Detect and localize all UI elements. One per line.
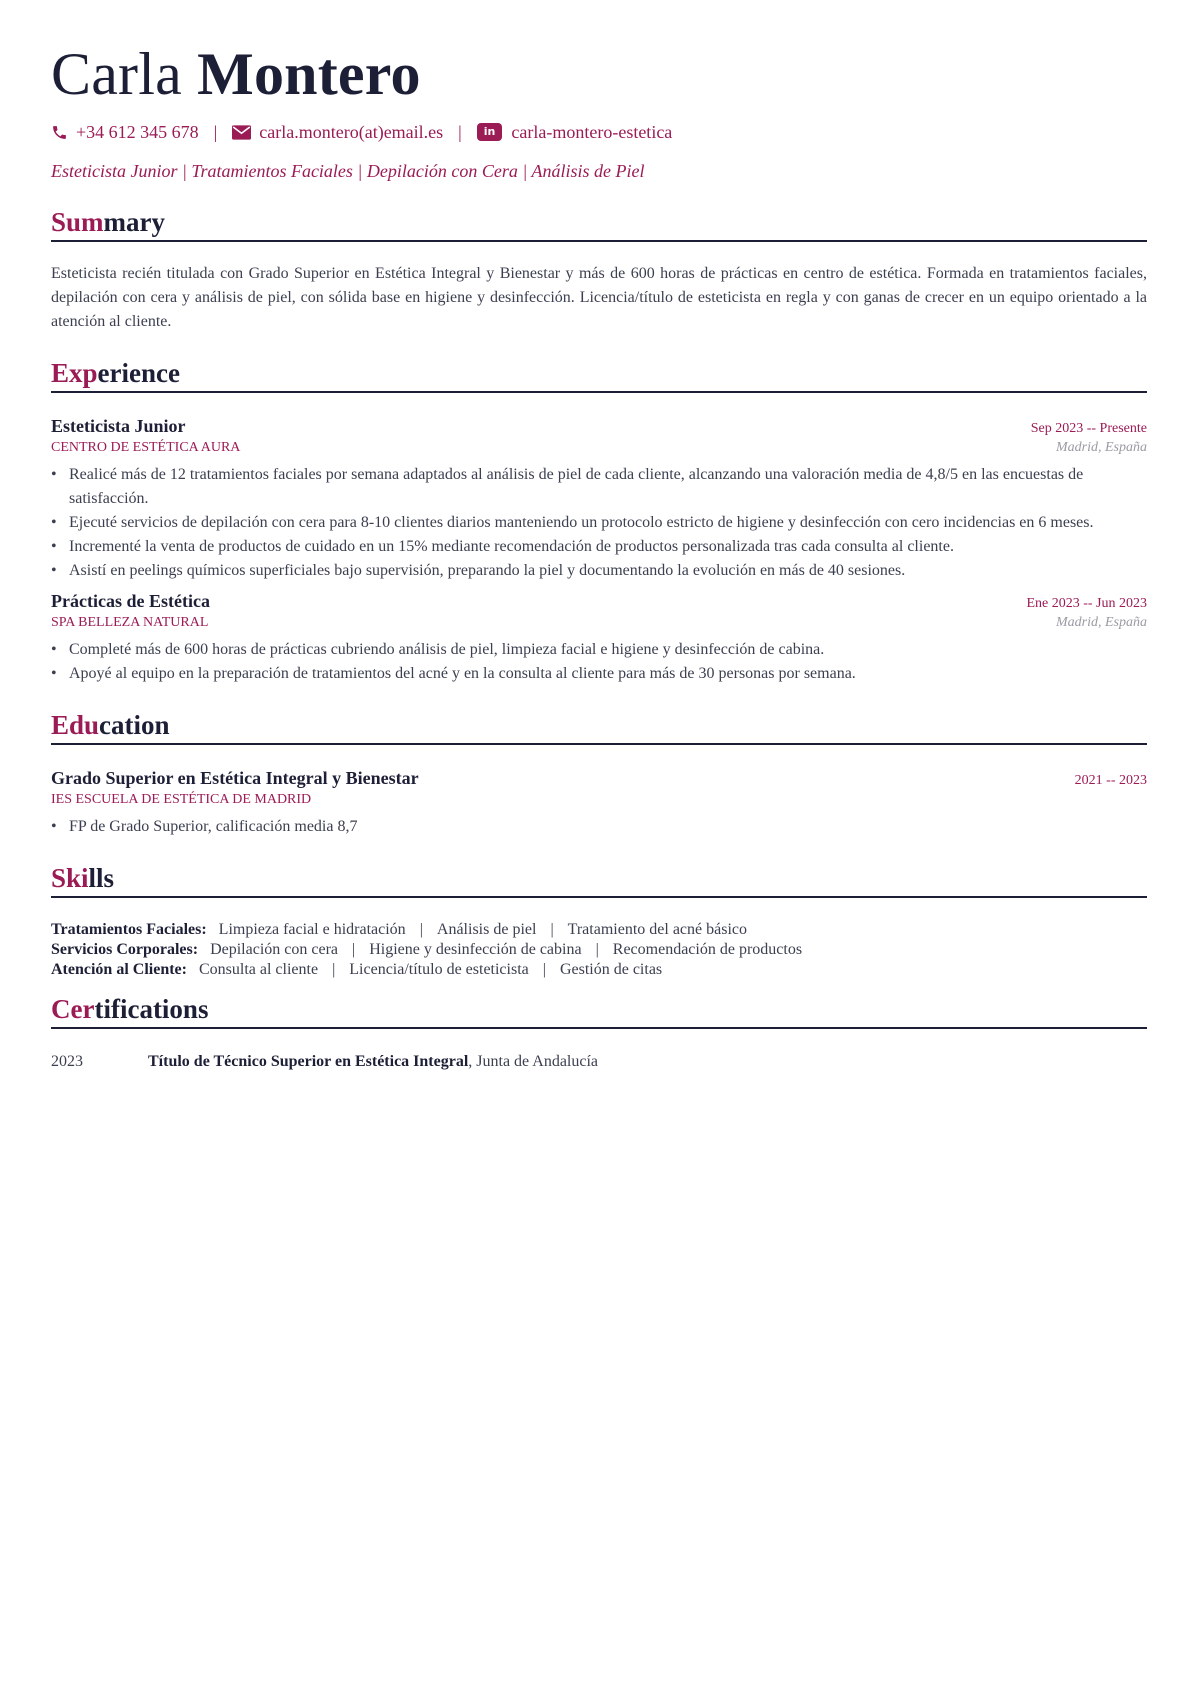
skill-item: Depilación con cera: [210, 941, 339, 958]
certification-title: Título de Técnico Superior en Estética Integral: [148, 1053, 469, 1070]
phone-number: +34 612 345 678: [76, 121, 199, 142]
contact-phone[interactable]: [51, 122, 199, 143]
section-title: Summary: [51, 205, 1147, 242]
bullet-item: • Ejecuté servicios de depilación con cera para 8-10 clientes diarios manteniendo un protocolo estricto de higiene y desinfección con cero incidencias en 6 meses.: [51, 511, 1147, 535]
education-entry: [51, 766, 1147, 839]
job-location: Madrid, España: [1056, 615, 1147, 630]
job-location: Madrid, España: [1056, 440, 1147, 455]
bullet-item: • Asistí en peelings químicos superficiales bajo supervisión, preparando la piel y documentando la evolución en más de 40 sesiones.: [51, 559, 1147, 583]
skill-row: [51, 960, 1147, 980]
skill-row: [51, 940, 1147, 960]
employer: SPA BELLEZA NATURAL: [51, 615, 209, 630]
education-dates: 2021 -- 2023: [1074, 773, 1147, 788]
summary-text: Esteticista recién titulada con Grado Superior en Estética Integral y Bienestar y más de 600 horas de prácticas en centro de estética. Formada en tratamientos faciales, depilación con cera y análisis de piel, con sólida base en higiene y desinfección. Licencia/título de esteticista en regla y con ganas de crecer en un equipo orientado a la atención al cliente.: [51, 265, 1147, 330]
skill-item: Recomendación de productos: [612, 941, 803, 958]
skill-category: Servicios Corporales:: [51, 941, 199, 958]
skill-row: [51, 920, 1147, 940]
last-name: Montero: [197, 41, 421, 107]
skill-item: Higiene y desinfección de cabina: [369, 941, 582, 958]
linkedin-handle: carla-montero-estetica: [511, 121, 673, 142]
certification-entry: [51, 1051, 1147, 1073]
bullet-list: [51, 638, 1147, 686]
contact-email[interactable]: [232, 122, 443, 143]
skill-category: Atención al Cliente:: [51, 961, 187, 978]
mail-icon: [232, 125, 251, 140]
education-section: [51, 708, 1147, 839]
contact-linkedin[interactable]: [477, 122, 673, 143]
bullet-list: [51, 463, 1147, 583]
skill-separator: |: [550, 921, 554, 938]
section-title: Education: [51, 708, 1147, 745]
candidate-name: [51, 38, 1147, 110]
bullet-item: • Incrementé la venta de productos de cuidado en un 15% mediante recomendación de productos personalizada tras cada consulta al cliente.: [51, 535, 1147, 559]
skill-separator: |: [542, 961, 546, 978]
bullet-item: • Realicé más de 12 tratamientos faciales por semana adaptados al análisis de piel de cada cliente, alcanzando una valoración media de 4,8/5 en las encuestas de satisfacción.: [51, 463, 1147, 511]
job-title: Esteticista Junior: [51, 416, 186, 436]
linkedin-icon: in: [477, 123, 503, 141]
skill-item: Consulta al cliente: [198, 961, 319, 978]
resume-page: [51, 0, 1147, 1073]
degree-title: Grado Superior en Estética Integral y Bienestar: [51, 768, 419, 788]
certification-year: 2023: [51, 1053, 83, 1070]
skill-item: Limpieza facial e hidratación: [218, 921, 406, 938]
skill-item: Análisis de piel: [436, 921, 537, 938]
tagline: Esteticista Junior | Tratamientos Faciales | Depilación con Cera | Análisis de Piel: [51, 161, 645, 181]
skill-separator: |: [332, 961, 336, 978]
certification-issuer: , Junta de Andalucía: [468, 1053, 599, 1070]
phone-icon: [51, 124, 68, 141]
job-dates: Ene 2023 -- Jun 2023: [1026, 596, 1147, 611]
job-title: Prácticas de Estética: [51, 591, 210, 611]
skill-category: Tratamientos Faciales:: [51, 921, 207, 938]
bullet-item: • FP de Grado Superior, calificación media 8,7: [51, 815, 1147, 839]
contact-separator: |: [458, 121, 462, 142]
skills-list: [51, 920, 1147, 980]
email-address: carla.montero(at)email.es: [259, 121, 444, 142]
skill-separator: |: [352, 941, 356, 958]
experience-section: [51, 356, 1147, 686]
skill-separator: |: [419, 921, 423, 938]
experience-entry: [51, 589, 1147, 686]
section-title: Skills: [51, 861, 1147, 898]
school-name: IES ESCUELA DE ESTÉTICA DE MADRID: [51, 792, 312, 807]
section-title: Certifications: [51, 992, 1147, 1029]
certifications-section: [51, 992, 1147, 1073]
summary-section: [51, 205, 1147, 334]
first-name: Carla: [51, 41, 182, 107]
skill-item: Tratamiento del acné básico: [567, 921, 747, 938]
experience-entry: [51, 414, 1147, 583]
bullet-list: [51, 815, 1147, 839]
skill-item: Licencia/título de esteticista: [349, 961, 529, 978]
job-dates: Sep 2023 -- Presente: [1030, 421, 1147, 436]
skills-section: [51, 861, 1147, 980]
bullet-item: • Completé más de 600 horas de prácticas cubriendo análisis de piel, limpieza facial e higiene y desinfección de cabina.: [51, 638, 1147, 662]
employer: CENTRO DE ESTÉTICA AURA: [51, 440, 241, 455]
contact-separator: |: [213, 121, 218, 142]
bullet-item: • Apoyé al equipo en la preparación de tratamientos del acné y en la consulta al cliente para más de 30 personas por semana.: [51, 662, 1147, 686]
contact-bar: [51, 118, 1147, 146]
skill-item: Gestión de citas: [559, 961, 663, 978]
section-title: Experience: [51, 356, 1147, 393]
skill-separator: |: [595, 941, 599, 958]
